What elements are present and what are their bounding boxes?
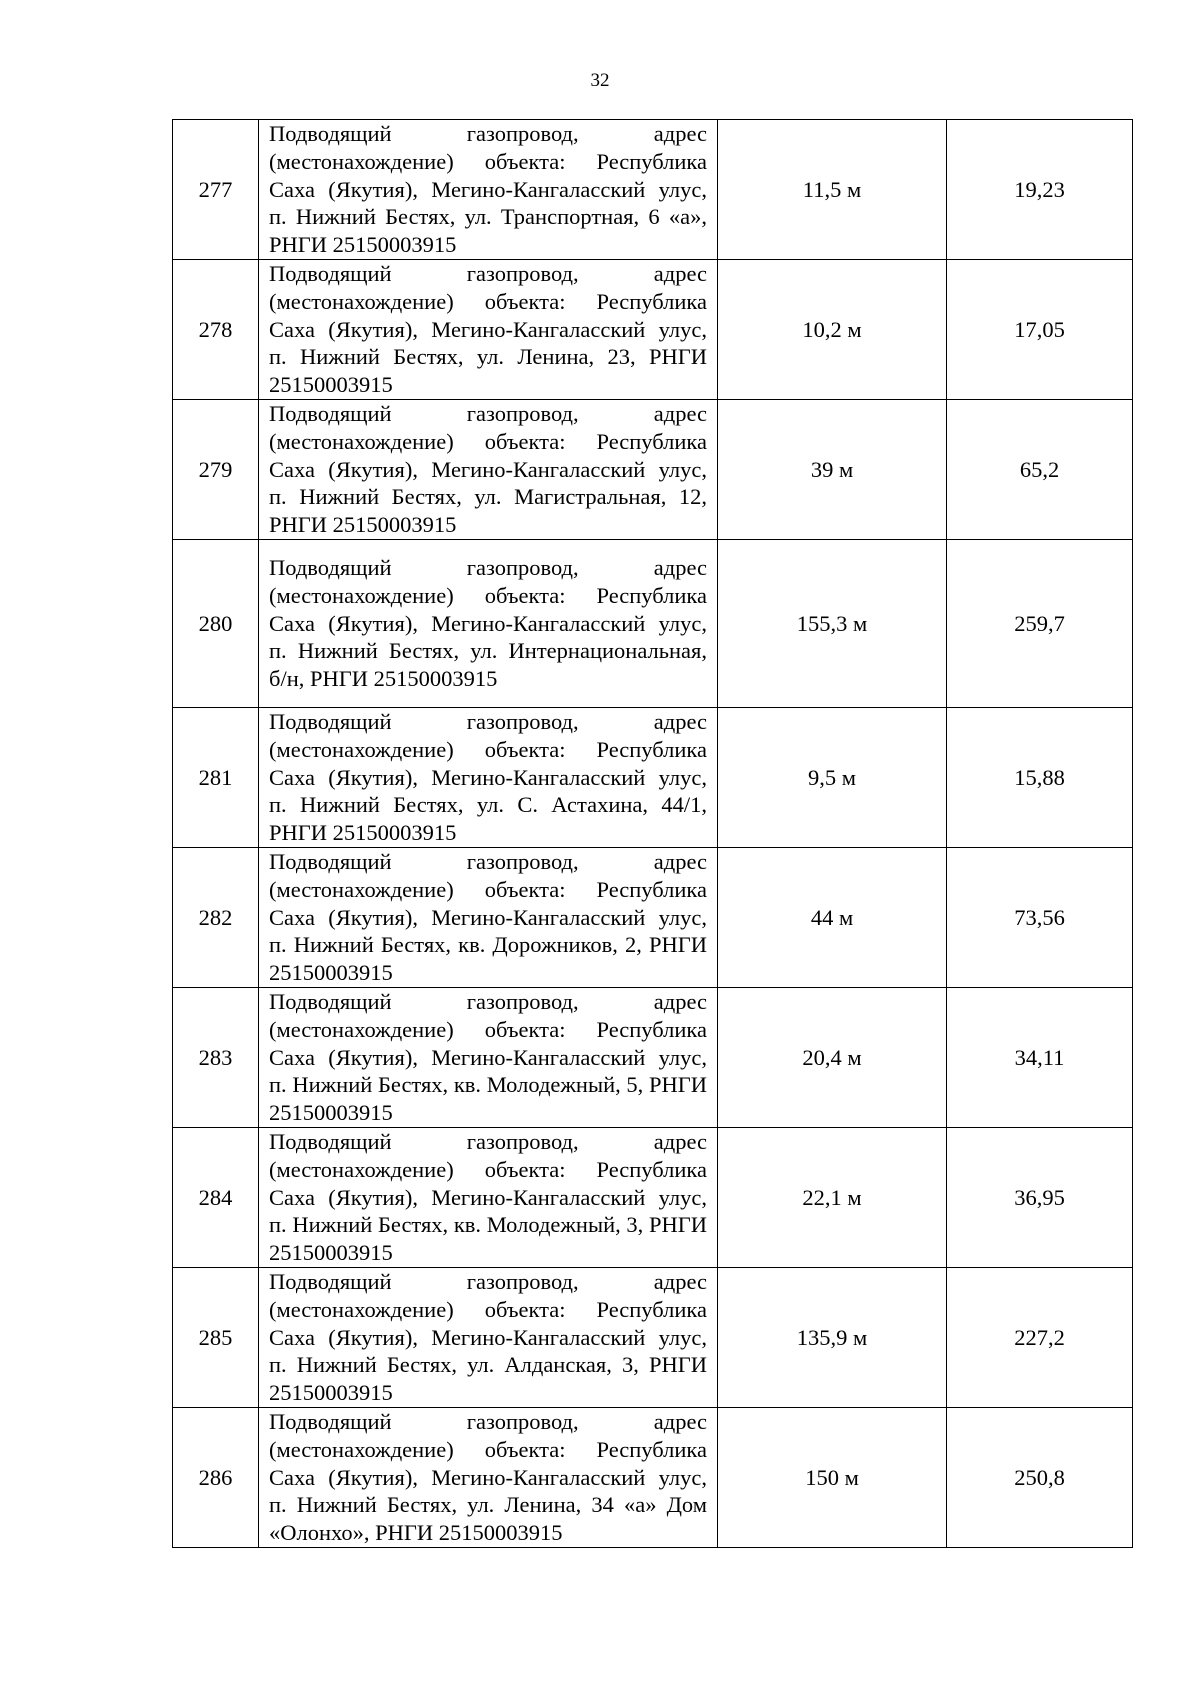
object-description: Подводящий газопровод, адрес (местонахождение) объекта: Республика Саха (Якутия), Мегино-Кангаласский улус, п. Нижний Бестях, ул. Магистральная, 12, РНГИ 25150003915 [259,400,718,540]
table-row [173,1128,1133,1268]
object-value: 73,56 [947,848,1133,988]
row-number: 286 [173,1408,259,1548]
row-number: 277 [173,120,259,260]
object-description: Подводящий газопровод, адрес (местонахождение) объекта: Республика Саха (Якутия), Мегино-Кангаласский улус, п. Нижний Бестях, ул. Ленина, 34 «а» Дом «Олонхо», РНГИ 25150003915 [259,1408,718,1548]
table-row [173,988,1133,1128]
row-number: 284 [173,1128,259,1268]
object-description: Подводящий газопровод, адрес (местонахождение) объекта: Республика Саха (Якутия), Мегино-Кангаласский улус, п. Нижний Бестях, кв. Молодежный, 3, РНГИ 25150003915 [259,1128,718,1268]
object-description: Подводящий газопровод, адрес (местонахождение) объекта: Республика Саха (Якутия), Мегино-Кангаласский улус, п. Нижний Бестях, ул. Интернациональная, б/н, РНГИ 25150003915 [259,540,718,708]
table-row [173,1268,1133,1408]
object-value: 227,2 [947,1268,1133,1408]
table-row [173,400,1133,540]
object-value: 65,2 [947,400,1133,540]
object-description: Подводящий газопровод, адрес (местонахождение) объекта: Республика Саха (Якутия), Мегино-Кангаласский улус, п. Нижний Бестях, ул. С. Астахина, 44/1, РНГИ 25150003915 [259,708,718,848]
table-row [173,708,1133,848]
table-row [173,848,1133,988]
property-registry-table [172,119,1133,1548]
pipeline-length: 11,5 м [718,120,947,260]
object-description: Подводящий газопровод, адрес (местонахождение) объекта: Республика Саха (Якутия), Мегино-Кангаласский улус, п. Нижний Бестях, кв. Дорожников, 2, РНГИ 25150003915 [259,848,718,988]
table-row [173,120,1133,260]
object-description: Подводящий газопровод, адрес (местонахождение) объекта: Республика Саха (Якутия), Мегино-Кангаласский улус, п. Нижний Бестях, ул. Алданская, 3, РНГИ 25150003915 [259,1268,718,1408]
pipeline-length: 22,1 м [718,1128,947,1268]
pipeline-length: 10,2 м [718,260,947,400]
row-number: 279 [173,400,259,540]
pipeline-length: 150 м [718,1408,947,1548]
row-number: 280 [173,540,259,708]
object-value: 36,95 [947,1128,1133,1268]
table-row [173,540,1133,708]
table-row [173,1408,1133,1548]
pipeline-length: 20,4 м [718,988,947,1128]
object-value: 19,23 [947,120,1133,260]
object-description: Подводящий газопровод, адрес (местонахождение) объекта: Республика Саха (Якутия), Мегино-Кангаласский улус, п. Нижний Бестях, кв. Молодежный, 5, РНГИ 25150003915 [259,988,718,1128]
object-description: Подводящий газопровод, адрес (местонахождение) объекта: Республика Саха (Якутия), Мегино-Кангаласский улус, п. Нижний Бестях, ул. Транспортная, 6 «а», РНГИ 25150003915 [259,120,718,260]
row-number: 278 [173,260,259,400]
table-row [173,260,1133,400]
object-description: Подводящий газопровод, адрес (местонахождение) объекта: Республика Саха (Якутия), Мегино-Кангаласский улус, п. Нижний Бестях, ул. Ленина, 23, РНГИ 25150003915 [259,260,718,400]
row-number: 285 [173,1268,259,1408]
object-value: 17,05 [947,260,1133,400]
pipeline-length: 155,3 м [718,540,947,708]
row-number: 283 [173,988,259,1128]
registry-table-body [173,120,1133,1548]
row-number: 282 [173,848,259,988]
pipeline-length: 135,9 м [718,1268,947,1408]
object-value: 250,8 [947,1408,1133,1548]
pipeline-length: 9,5 м [718,708,947,848]
object-value: 34,11 [947,988,1133,1128]
pipeline-length: 44 м [718,848,947,988]
pipeline-length: 39 м [718,400,947,540]
object-value: 259,7 [947,540,1133,708]
page-number: 32 [590,70,610,91]
row-number: 281 [173,708,259,848]
object-value: 15,88 [947,708,1133,848]
